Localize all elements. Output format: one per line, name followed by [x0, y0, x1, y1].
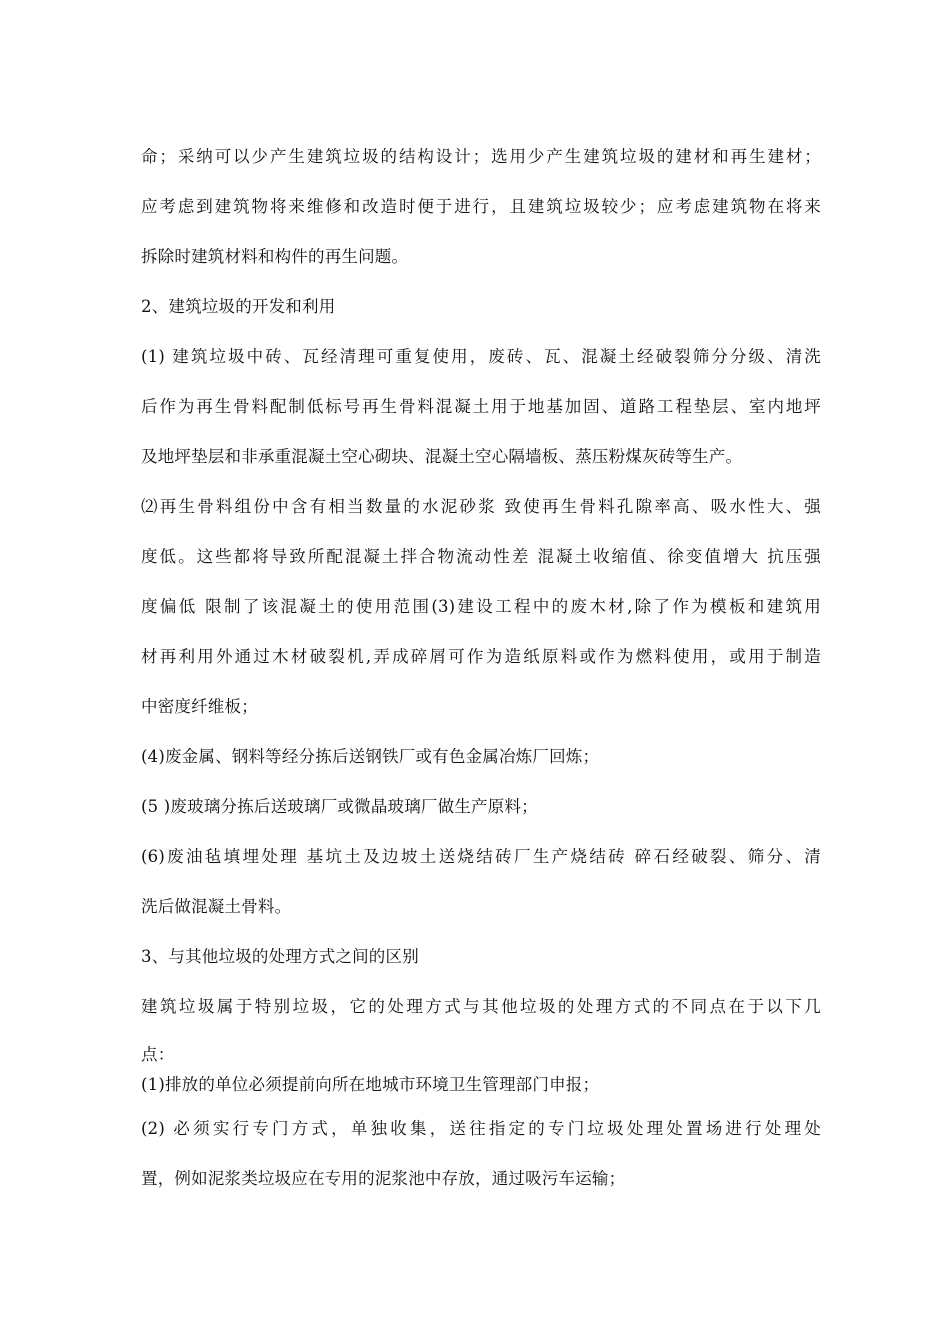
text-line: 洗后做混凝土骨料。	[141, 897, 292, 916]
section-heading: 2、建筑垃圾的开发和利用	[141, 297, 336, 316]
text-line: 后作为再生骨料配制低标号再生骨料混凝土用于地基加固、道路工程垫层、室内地坪	[141, 397, 821, 416]
text-line: (4)废金属、钢料等经分拣后送钢铁厂或有色金属冶炼厂回炼；	[141, 747, 600, 766]
text-line: 应考虑到建筑物将来维修和改造时便于进行，且建筑垃圾较少；应考虑建筑物在将来	[141, 197, 821, 216]
text-line: 置，例如泥浆类垃圾应在专用的泥浆池中存放，通过吸污车运输；	[141, 1169, 626, 1188]
text-line: (6)废油毡填埋处理 基坑土及边坡土送烧结砖厂生产烧结砖 碎石经破裂、筛分、清	[141, 847, 821, 866]
text-line: (5 )废玻璃分拣后送玻璃厂或微晶玻璃厂做生产原料；	[141, 797, 538, 816]
text-line: (2) 必须实行专门方式，单独收集，送往指定的专门垃圾处理处置场进行处理处	[141, 1119, 821, 1138]
text-line: 建筑垃圾属于特别垃圾，它的处理方式与其他垃圾的处理方式的不同点在于以下几	[141, 997, 821, 1016]
text-line: 拆除时建筑材料和构件的再生问题。	[141, 247, 409, 266]
text-line: 及地坪垫层和非承重混凝土空心砌块、混凝土空心隔墙板、蒸压粉煤灰砖等生产。	[141, 447, 743, 466]
text-line: 命；采纳可以少产生建筑垃圾的结构设计；选用少产生建筑垃圾的建材和再生建材；	[141, 147, 821, 166]
text-line: 中密度纤维板；	[141, 697, 258, 716]
section-heading: 3、与其他垃圾的处理方式之间的区别	[141, 947, 419, 966]
text-line: 度偏低 限制了该混凝土的使用范围(3)建设工程中的废木材,除了作为模板和建筑用	[141, 597, 821, 616]
text-line: 材再利用外通过木材破裂机,弄成碎屑可作为造纸原料或作为燃料使用，或用于制造	[141, 647, 821, 666]
text-line: (1) 建筑垃圾中砖、瓦经清理可重复使用，废砖、瓦、混凝土经破裂筛分分级、清洗	[141, 347, 821, 366]
text-line: 度低。这些都将导致所配混凝土拌合物流动性差 混凝土收缩值、徐变值增大 抗压强	[141, 547, 821, 566]
text-line: (1)排放的单位必须提前向所在地城市环境卫生管理部门申报；	[141, 1075, 600, 1094]
text-line: 点：	[141, 1045, 175, 1064]
text-line: ⑵再生骨料组份中含有相当数量的水泥砂浆 致使再生骨料孔隙率高、吸水性大、强	[141, 497, 821, 516]
